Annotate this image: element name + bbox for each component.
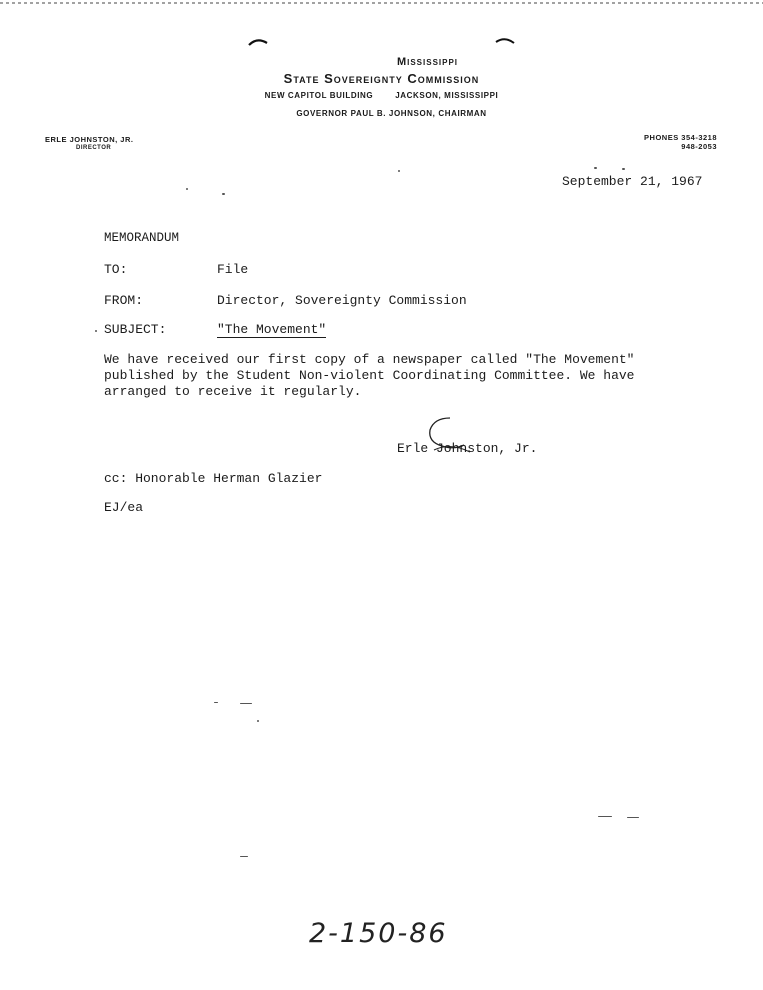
scan-speck	[240, 856, 248, 857]
director-title: DIRECTOR	[76, 145, 112, 151]
letterhead-commission: State Sovereignty Commission	[283, 71, 480, 86]
memo-date: September 21, 1967	[562, 174, 703, 189]
director-name: ERLE JOHNSTON, JR.	[45, 135, 134, 144]
scan-speck	[214, 702, 218, 703]
from-label: FROM:	[104, 293, 144, 308]
phones-line-2: 948-2053	[681, 142, 717, 151]
letterhead-city: JACKSON, MISSISSIPPI	[395, 91, 499, 100]
scan-edge-artifact	[0, 0, 763, 8]
scan-speck	[398, 170, 400, 172]
scan-speck	[622, 168, 625, 170]
phones-line-1: PHONES 354-3218	[644, 133, 717, 142]
body-line: arranged to receive it regularly.	[104, 384, 362, 399]
scan-speck	[222, 193, 225, 195]
seal-mark-left	[247, 36, 269, 48]
to-label: TO:	[104, 262, 128, 277]
scan-speck	[240, 703, 252, 704]
director-block	[45, 135, 133, 151]
typist-initials: EJ/ea	[104, 500, 144, 515]
to-value: File	[217, 262, 249, 277]
cc-line: cc: Honorable Herman Glazier	[104, 471, 323, 486]
handwritten-file-number: 2-150-86	[309, 918, 448, 949]
scan-speck	[594, 167, 597, 169]
scan-speck	[598, 816, 612, 817]
seal-mark-right	[494, 34, 516, 46]
phones-block	[644, 133, 717, 151]
subject-label: SUBJECT:	[104, 322, 167, 337]
letterhead-building: NEW CAPITOL BUILDING	[264, 91, 374, 100]
memo-body	[104, 352, 635, 400]
scan-speck	[257, 720, 259, 722]
letterhead-governor: GOVERNOR PAUL B. JOHNSON, CHAIRMAN	[296, 109, 487, 118]
scan-speck	[627, 817, 639, 818]
from-value: Director, Sovereignty Commission	[217, 293, 467, 308]
letterhead-state: Mississippi	[396, 56, 459, 68]
memo-title: MEMORANDUM	[104, 231, 180, 245]
body-line: published by the Student Non-violent Coordinating Committee. We have	[104, 368, 635, 383]
scan-speck	[95, 330, 97, 332]
scan-speck	[186, 188, 188, 190]
signature-line: Erle Johnston, Jr.	[397, 441, 538, 456]
subject-value	[217, 322, 326, 337]
letterhead-address	[0, 91, 763, 100]
subject-value-text: "The Movement"	[217, 322, 327, 337]
body-line: We have received our first copy of a newspaper called "The Movement"	[104, 352, 635, 367]
